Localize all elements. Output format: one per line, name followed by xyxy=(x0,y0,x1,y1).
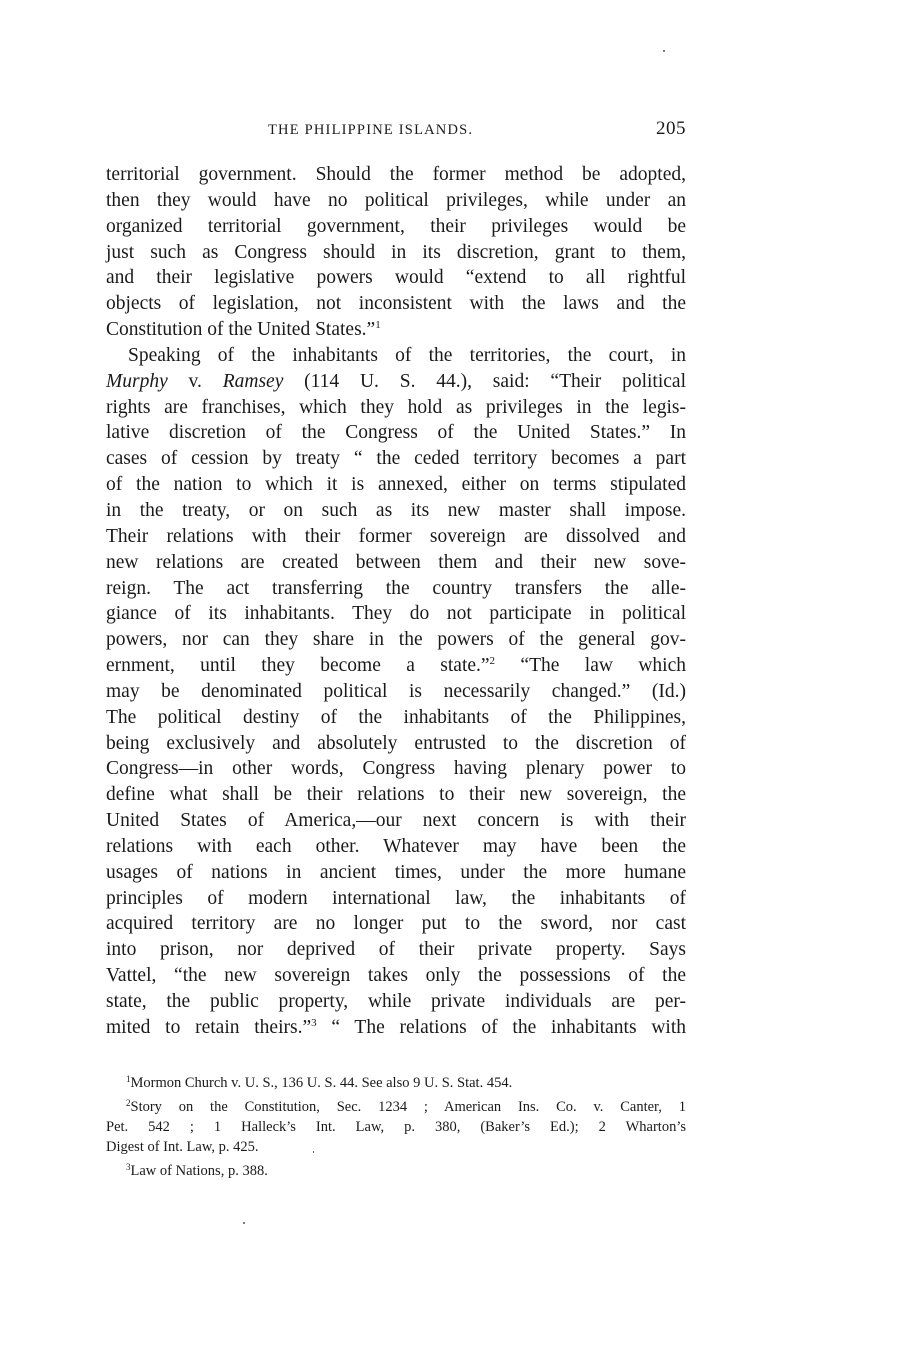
text-line: new relations are created between them and their new sove- xyxy=(106,551,686,573)
text-line: Congress—in other words, Congress having plenary power to xyxy=(106,758,686,780)
text-line: reign. The act transferring the country transfers the alle- xyxy=(106,577,686,599)
footnotes xyxy=(106,1073,686,1185)
footnote-reference: 1 xyxy=(375,319,381,332)
footnote-reference: 3 xyxy=(311,1016,317,1029)
footnote-mark: 1 xyxy=(126,1074,131,1084)
text-line: rights are franchises, which they hold as privileges in the legis- xyxy=(106,396,686,418)
body-text xyxy=(106,162,686,1041)
text-line: mited to retain theirs.”$^3$ “ The relations of the inhabitants with xyxy=(106,1016,686,1038)
text-line: principles of modern international law, the inhabitants of xyxy=(106,887,686,909)
footnote-line: $^3$Law of Nations, p. 388. xyxy=(126,1162,268,1179)
text-line: define what shall be their relations to their new sovereign, the xyxy=(106,784,686,806)
text-line: cases of cession by treaty “ the ceded territory becomes a part xyxy=(106,448,686,470)
footnote xyxy=(106,1073,686,1093)
footnote-reference: 2 xyxy=(489,655,496,668)
footnote-line: Pet. 542 ; 1 Halleck’s Int. Law, p. 380, (Baker’s Ed.); 2 Wharton’s xyxy=(106,1119,686,1135)
text-line: usages of nations in ancient times, under the more humane xyxy=(106,861,686,883)
text-line: ernment, until they become a state.”$^2$ “The law which xyxy=(106,655,686,677)
footnote-mark: 3 xyxy=(126,1162,131,1172)
footnote-line: $^2$Story on the Constitution, Sec. 1234 ; American Ins. Co. v. Canter, 1 xyxy=(126,1098,686,1115)
footnote-line: Digest of Int. Law, p. 425. xyxy=(106,1139,259,1155)
text-line: organized territorial government, their privileges would be xyxy=(106,215,686,237)
page-number: 205 xyxy=(656,118,686,139)
text-line: of the nation to which it is annexed, either on terms stipulated xyxy=(106,474,686,496)
footnote-mark: 2 xyxy=(126,1098,131,1108)
text-line: Their relations with their former sovereign are dissolved and xyxy=(106,525,686,547)
text-line: powers, nor can they share in the powers of the general gov- xyxy=(106,629,686,651)
footnote xyxy=(106,1161,686,1181)
text-line: into prison, nor deprived of their private property. Says xyxy=(106,939,686,961)
text-line: giance of its inhabitants. They do not participate in political xyxy=(106,603,686,625)
text-line: territorial government. Should the former method be adopted, xyxy=(106,164,686,185)
text-line: Constitution of the United States.”$^1$ xyxy=(106,319,381,341)
text-line: in the treaty, or on such as its new master shall impose. xyxy=(106,499,686,521)
text-line: relations with each other. Whatever may have been the xyxy=(106,835,686,857)
text-line: United States of America,—our next concern is with their xyxy=(106,810,686,832)
text-line: acquired territory are no longer put to the sword, nor cast xyxy=(106,913,686,935)
text-line: state, the public property, while private individuals are per- xyxy=(106,991,686,1012)
running-head xyxy=(106,120,686,144)
text-line: being exclusively and absolutely entrusted to the discretion of xyxy=(106,732,686,754)
footnote-line: $^1$Mormon Church v. U. S., 136 U. S. 44. See also 9 U. S. Stat. 454. xyxy=(126,1074,513,1091)
text-line: Vattel, “the new sovereign takes only the possessions of the xyxy=(106,965,686,987)
text-line: then they would have no political privileges, while under an xyxy=(106,189,686,211)
text-line: just such as Congress should in its discretion, grant to them, xyxy=(106,241,686,263)
text-line: Speaking of the inhabitants of the territories, the court, in xyxy=(128,344,686,366)
text-line: may be denominated political is necessarily changed.” (Id.) xyxy=(106,680,686,702)
text-line: The political destiny of the inhabitants of the Philippines, xyxy=(106,706,686,728)
text-line: objects of legislation, not inconsistent with the laws and the xyxy=(106,293,686,315)
scan-speck xyxy=(313,1151,314,1153)
running-title: THE PHILIPPINE ISLANDS. xyxy=(268,122,474,138)
text-line: Murphy v. Ramsey (114 U. S. 44.), said: “Their political xyxy=(106,370,686,392)
footnote xyxy=(106,1097,686,1157)
scan-speck xyxy=(663,50,665,52)
scan-speck xyxy=(243,1222,245,1224)
text-line: lative discretion of the Congress of the United States.” In xyxy=(106,422,686,444)
text-line: and their legislative powers would “extend to all rightful xyxy=(106,267,686,289)
